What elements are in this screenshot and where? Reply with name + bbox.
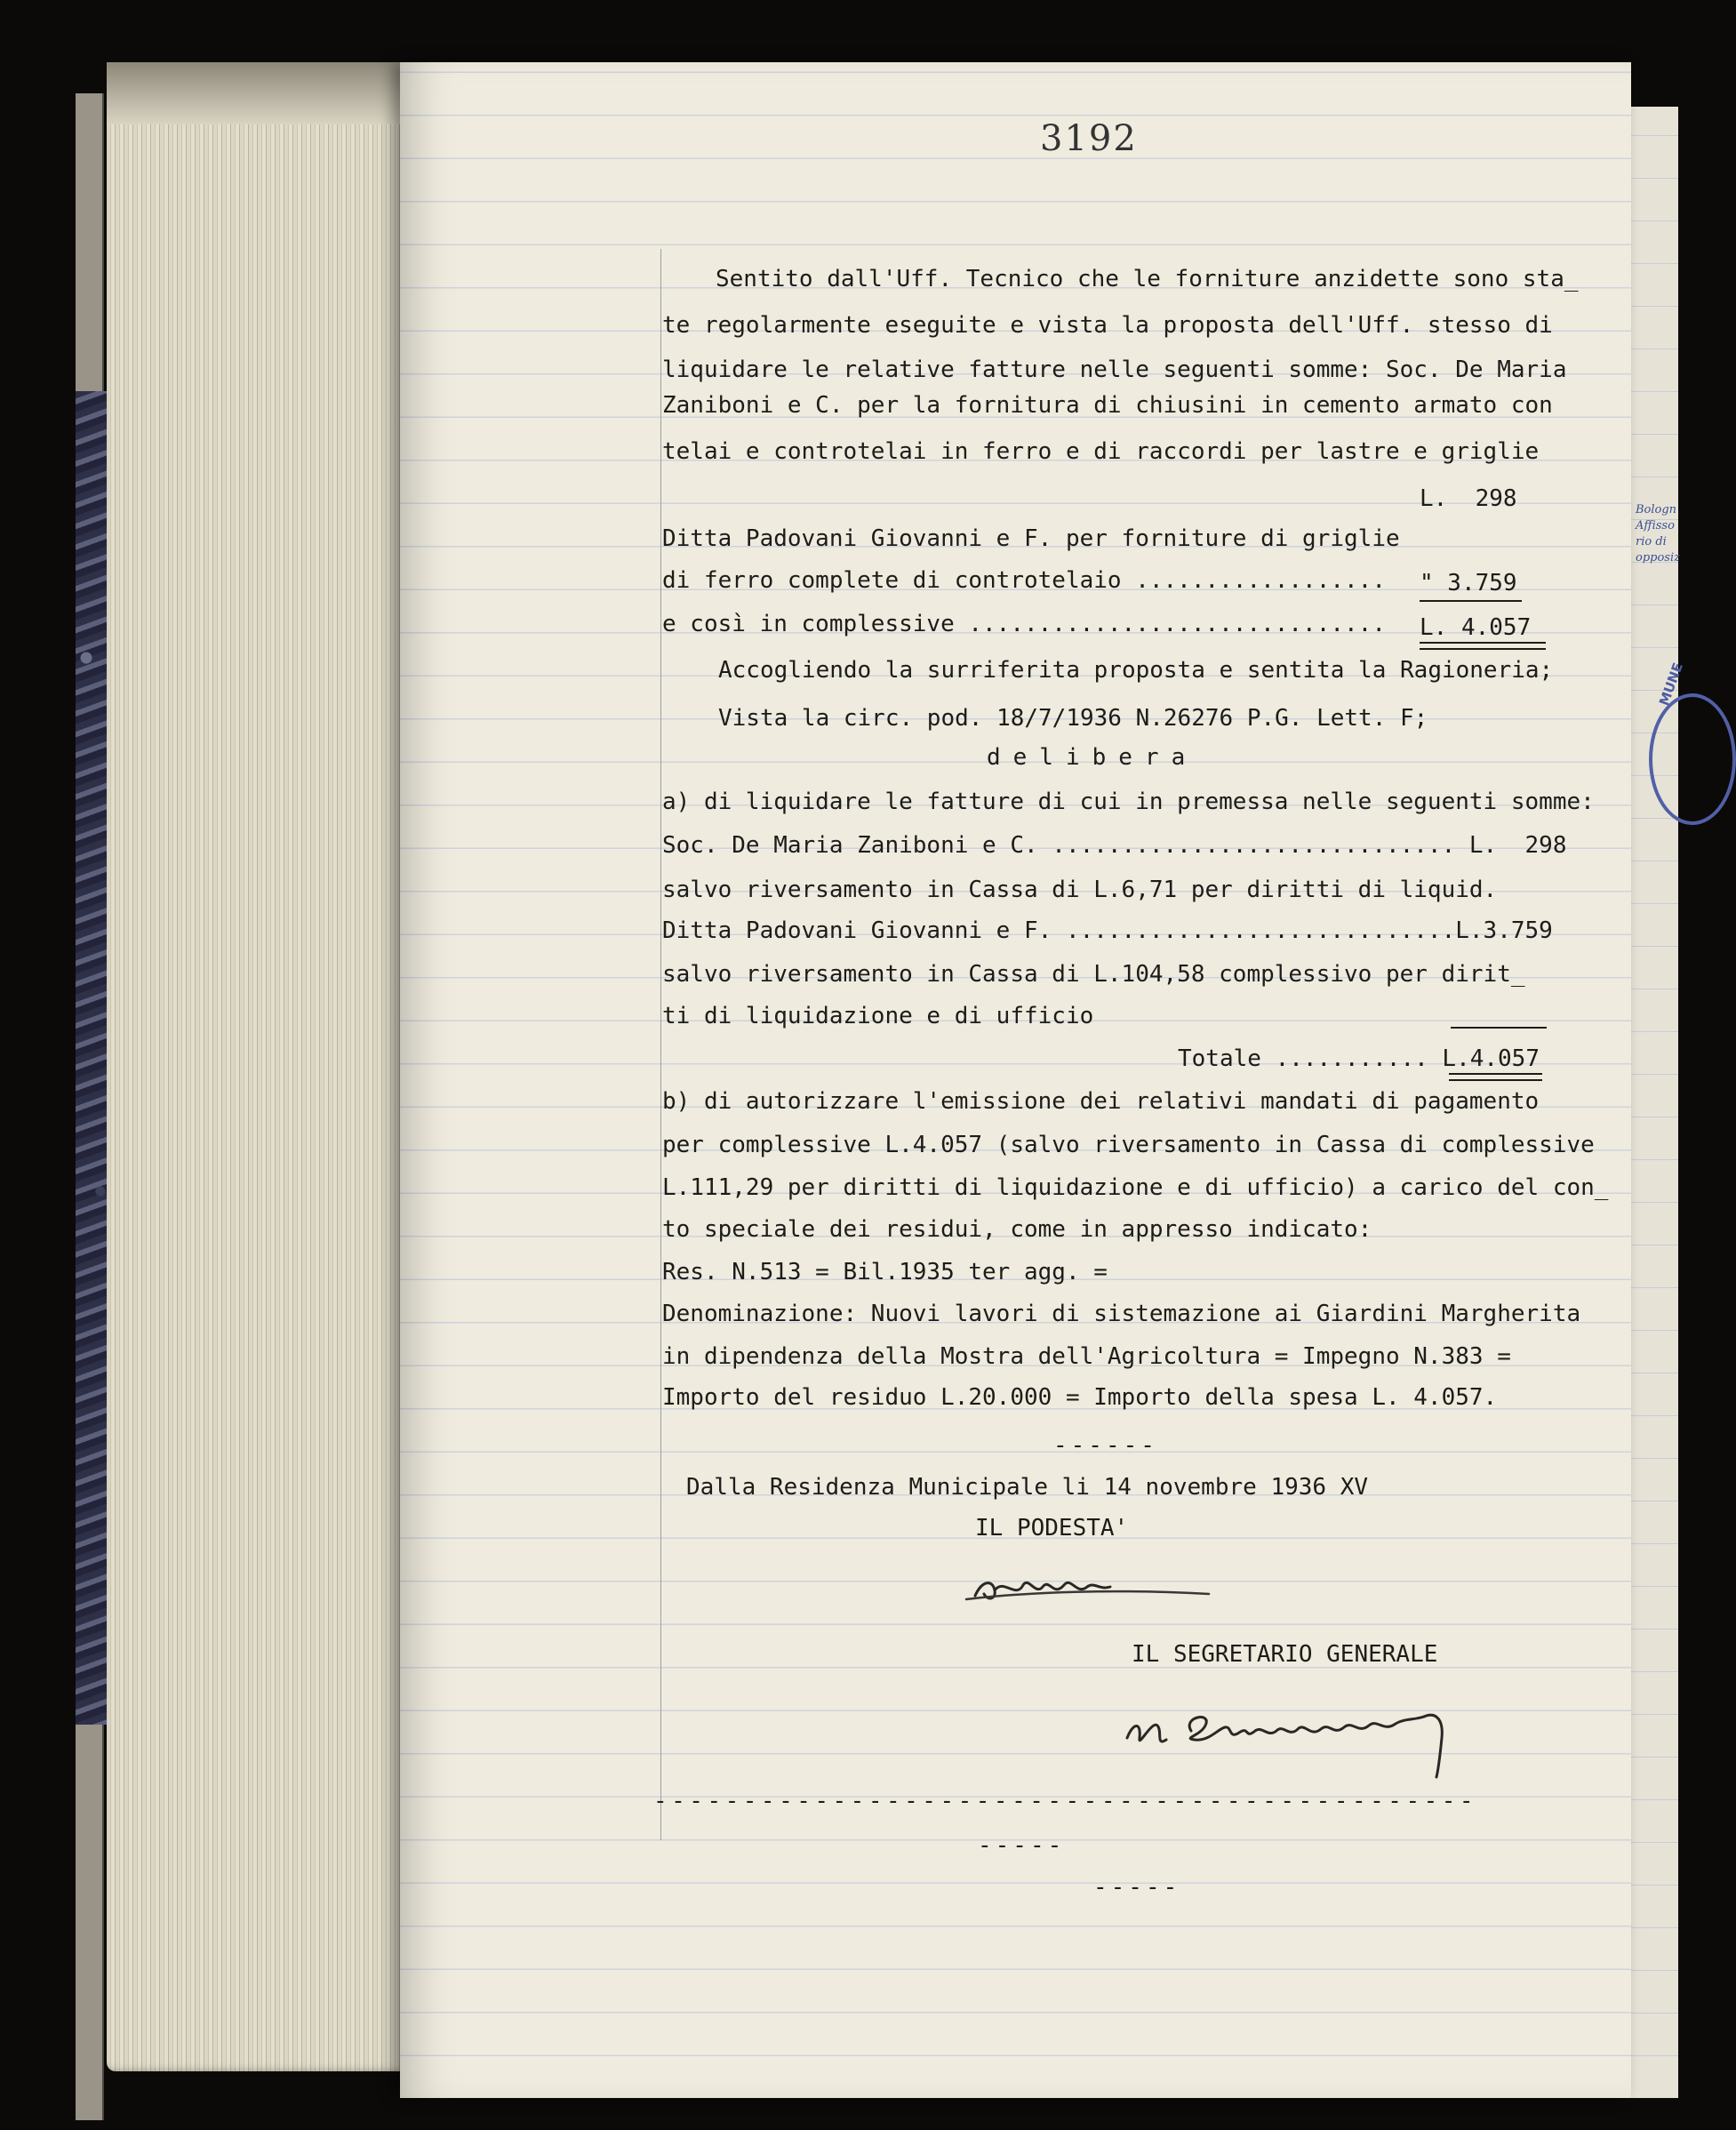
intro-line: Sentito dall'Uff. Tecnico che le forniture anzidette sono sta_ — [716, 266, 1579, 292]
accogliendo-line: Accogliendo la surriferita proposta e sentita la Ragioneria; — [718, 657, 1554, 684]
intro-line: telai e controtelai in ferro e di raccordi per lastre e griglie — [662, 438, 1540, 465]
amount-de-maria: L. 298 — [1420, 485, 1517, 512]
right-page-edge — [1623, 107, 1678, 2098]
totale-double-rule — [1449, 1073, 1542, 1081]
section-a-line: Ditta Padovani Giovanni e F. ............................L.3.759 — [662, 917, 1553, 944]
right-note-line: Affisso — [1636, 519, 1675, 532]
margin-line — [660, 249, 661, 1840]
seal-text: MUNE — [1656, 661, 1686, 709]
right-note-line: Bologn — [1636, 503, 1677, 516]
complessive-line: e così in complessive .............................. — [662, 611, 1386, 637]
podesta-signature — [964, 1560, 1213, 1614]
section-a-line: ti di liquidazione e di ufficio — [662, 1003, 1094, 1029]
municipal-seal — [1649, 693, 1736, 825]
page-number: 3192 — [1040, 118, 1138, 159]
closing-dash-line: ----- — [1093, 1874, 1181, 1901]
amount-padovani: " 3.759 — [1420, 570, 1517, 597]
right-page-note — [1636, 502, 1678, 566]
delibera-heading: delibera — [987, 744, 1198, 771]
total-double-rule — [1420, 642, 1546, 650]
padovani-line: Ditta Padovani Giovanni e F. per forniture di griglie — [662, 525, 1400, 552]
section-b-line: b) di autorizzare l'emissione dei relativi mandati di pagamento — [662, 1088, 1540, 1115]
amount-complessive: L. 4.057 — [1420, 614, 1532, 641]
right-note-line: rio di — [1636, 535, 1667, 549]
section-a-rule — [1451, 1027, 1547, 1029]
page-stack-top — [107, 62, 409, 124]
intro-line: liquidare le relative fatture nelle seguenti somme: Soc. De Maria — [662, 356, 1567, 383]
podesta-title: IL PODESTA' — [975, 1515, 1129, 1541]
section-b-line: Importo del residuo L.20.000 = Importo della spesa L. 4.057. — [662, 1384, 1498, 1411]
date-line: Dalla Residenza Municipale li 14 novembre 1936 XV — [686, 1474, 1369, 1501]
section-a-line: Soc. De Maria Zaniboni e C. ............................. L. 298 — [662, 832, 1567, 859]
section-b-line: in dipendenza della Mostra dell'Agricoltura = Impegno N.383 = — [662, 1343, 1511, 1370]
page-stack — [107, 62, 409, 2071]
segretario-signature — [1120, 1685, 1529, 1782]
section-b-line: L.111,29 per diritti di liquidazione e di ufficio) a carico del con_ — [662, 1174, 1609, 1201]
section-a-line: salvo riversamento in Cassa di L.6,71 per diritti di liquid. — [662, 877, 1498, 903]
section-b-line: per complessive L.4.057 (salvo riversamento in Cassa di complessive — [662, 1132, 1595, 1158]
separator-short: ------ — [1053, 1432, 1158, 1459]
segretario-title: IL SEGRETARIO GENERALE — [1132, 1641, 1438, 1668]
section-a-line: a) di liquidare le fatture di cui in premessa nelle seguenti somme: — [662, 789, 1595, 815]
section-b-line: Denominazione: Nuovi lavori di sistemazione ai Giardini Margherita — [662, 1301, 1581, 1327]
vista-line: Vista la circ. pod. 18/7/1936 N.26276 P.G. Lett. F; — [718, 705, 1428, 732]
closing-dash-line: ---------------------------------------------- — [653, 1788, 1478, 1814]
padovani-line: di ferro complete di controtelaio .................. — [662, 567, 1386, 594]
section-b-line: Res. N.513 = Bil.1935 ter agg. = — [662, 1259, 1108, 1285]
section-a-line: salvo riversamento in Cassa di L.104,58 complessivo per dirit_ — [662, 961, 1525, 988]
intro-line: te regolarmente eseguite e vista la proposta dell'Uff. stesso di — [662, 312, 1553, 339]
subtotal-rule — [1420, 600, 1522, 602]
right-note-line: opposiz — [1636, 551, 1680, 565]
closing-dash-line: ----- — [978, 1832, 1066, 1859]
section-b-line: to speciale dei residui, come in appresso indicato: — [662, 1216, 1372, 1243]
totale-line: Totale ........... L.4.057 — [1178, 1045, 1540, 1072]
intro-line: Zaniboni e C. per la fornitura di chiusini in cemento armato con — [662, 392, 1553, 419]
